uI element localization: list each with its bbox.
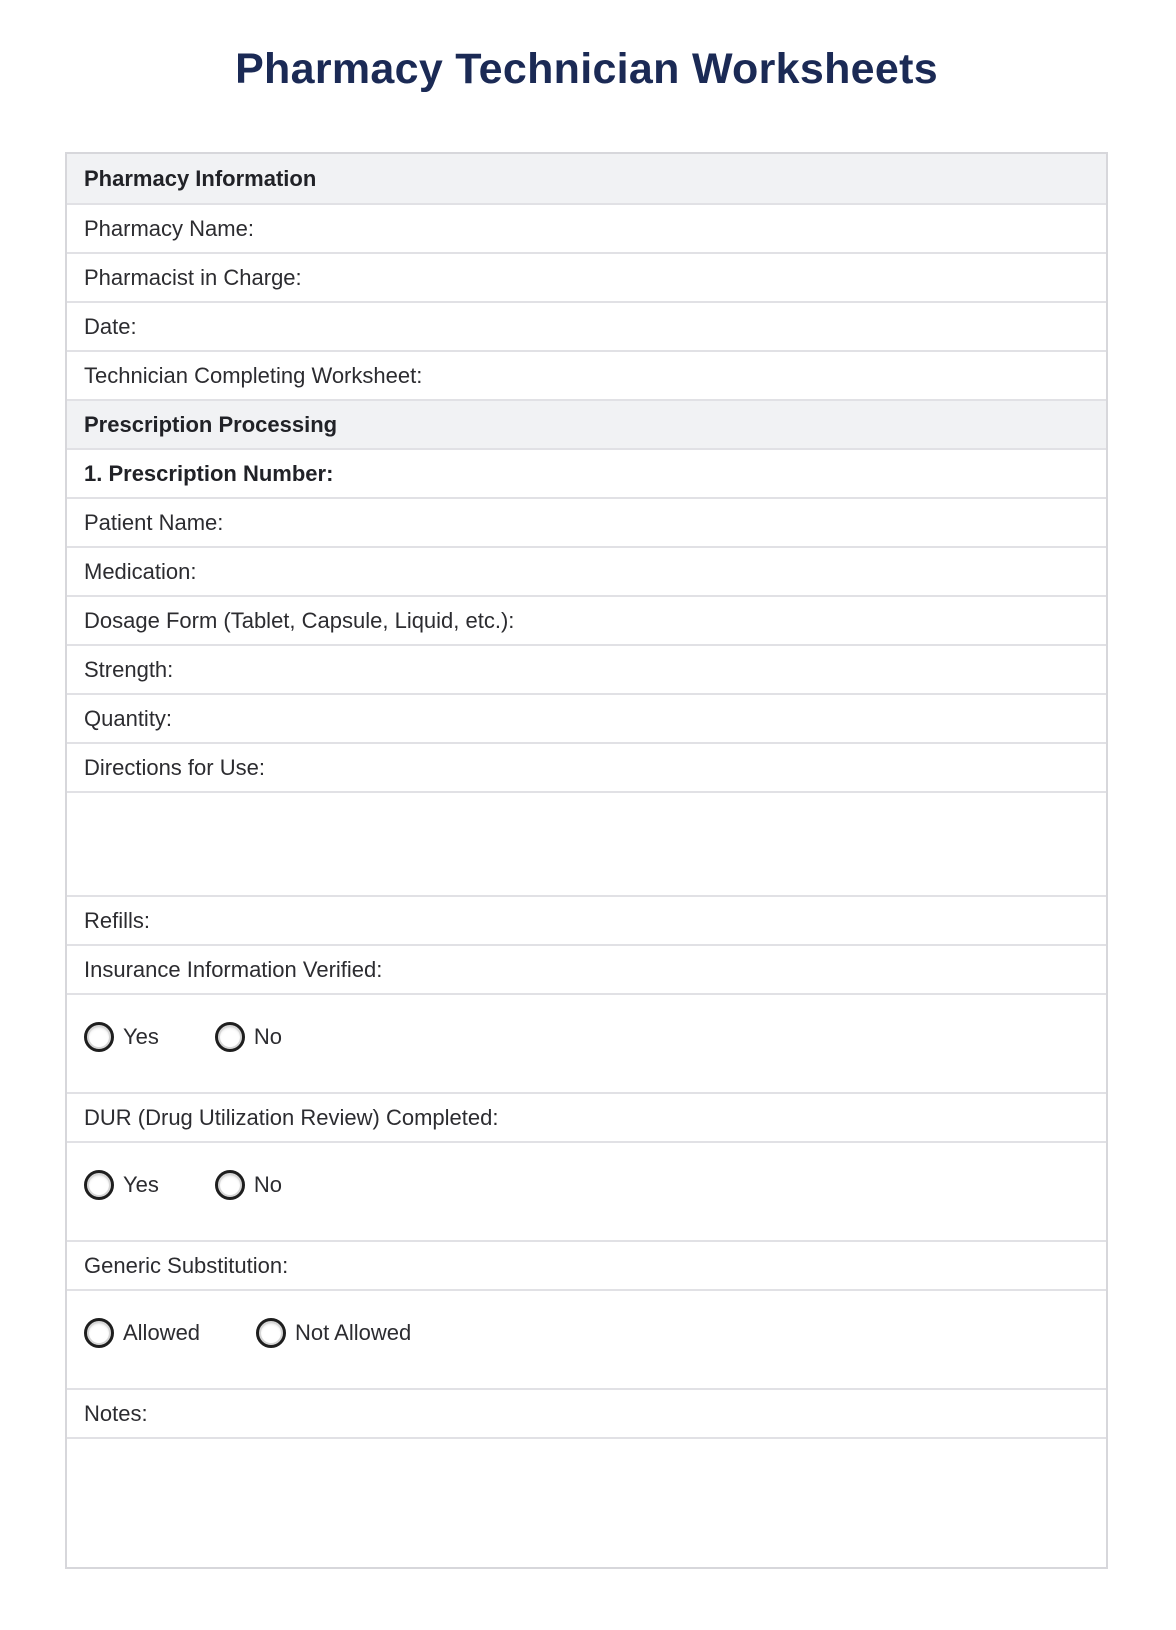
field-row-strength[interactable] xyxy=(67,644,1106,693)
section-header-label: Pharmacy Information xyxy=(84,165,317,191)
field-label: Directions for Use: xyxy=(84,754,265,780)
field-label: Generic Substitution: xyxy=(84,1252,289,1278)
field-label: Date: xyxy=(84,313,137,339)
radio-button-icon-yes[interactable] xyxy=(84,1170,114,1200)
field-row-directions-for-use[interactable] xyxy=(67,742,1106,791)
field-label: Insurance Information Verified: xyxy=(84,956,383,982)
radio-group-row-insurance-information-verified xyxy=(67,993,1106,1092)
field-row-insurance-information-verified[interactable] xyxy=(67,944,1106,993)
field-label: DUR (Drug Utilization Review) Completed: xyxy=(84,1104,499,1130)
field-row-quantity[interactable] xyxy=(67,693,1106,742)
field-label: Dosage Form (Tablet, Capsule, Liquid, etc.): xyxy=(84,607,515,633)
field-label: 1. Prescription Number: xyxy=(84,460,334,486)
worksheet-table xyxy=(65,152,1108,1569)
radio-option-label[interactable]: No xyxy=(253,1172,283,1198)
field-label: Quantity: xyxy=(84,705,173,731)
field-row-medication[interactable] xyxy=(67,546,1106,595)
field-label: Notes: xyxy=(84,1400,148,1426)
radio-option-no[interactable] xyxy=(215,1170,282,1200)
field-row-pharmacist-in-charge[interactable] xyxy=(67,252,1106,301)
section-header-row-prescription-processing xyxy=(67,399,1106,448)
radio-option-label[interactable]: Yes xyxy=(123,1172,159,1198)
field-row-dosage-form-tablet-capsule-liquid-etc[interactable] xyxy=(67,595,1106,644)
field-label: Strength: xyxy=(84,656,174,682)
radio-group-row-dur-completed xyxy=(67,1141,1106,1240)
radio-group-row-generic-substitution xyxy=(67,1289,1106,1388)
radio-option-label[interactable]: Yes xyxy=(123,1024,159,1050)
notes-writing-space[interactable] xyxy=(67,1437,1106,1567)
radio-option-allowed[interactable] xyxy=(84,1318,200,1348)
field-row-technician-completing-worksheet[interactable] xyxy=(67,350,1106,399)
section-header-label: Prescription Processing xyxy=(84,411,338,437)
field-label: Medication: xyxy=(84,558,197,584)
radio-option-not-allowed[interactable] xyxy=(256,1318,411,1348)
radio-button-icon-yes[interactable] xyxy=(84,1022,114,1052)
field-label: Pharmacist in Charge: xyxy=(84,264,302,290)
page-title: Pharmacy Technician Worksheets xyxy=(235,45,938,93)
radio-option-label[interactable]: Allowed xyxy=(123,1320,201,1346)
field-label: Technician Completing Worksheet: xyxy=(84,362,423,388)
field-row-notes[interactable] xyxy=(67,1388,1106,1437)
field-row-date[interactable] xyxy=(67,301,1106,350)
radio-button-icon-not-allowed[interactable] xyxy=(256,1318,286,1348)
field-row-refills[interactable] xyxy=(67,895,1106,944)
field-row-patient-name[interactable] xyxy=(67,497,1106,546)
field-label: Pharmacy Name: xyxy=(84,215,254,241)
radio-option-yes[interactable] xyxy=(84,1022,159,1052)
radio-option-no[interactable] xyxy=(215,1022,282,1052)
field-label: Patient Name: xyxy=(84,509,224,535)
directions-writing-space[interactable] xyxy=(67,791,1106,895)
field-row-dur-drug-utilization-review-completed[interactable] xyxy=(67,1092,1106,1141)
radio-option-label[interactable]: No xyxy=(253,1024,283,1050)
radio-button-icon-allowed[interactable] xyxy=(84,1318,114,1348)
radio-option-label[interactable]: Not Allowed xyxy=(295,1320,412,1346)
field-row-1-prescription-number[interactable] xyxy=(67,448,1106,497)
field-row-generic-substitution[interactable] xyxy=(67,1240,1106,1289)
field-row-pharmacy-name[interactable] xyxy=(67,203,1106,252)
radio-button-icon-no[interactable] xyxy=(215,1022,245,1052)
field-label: Refills: xyxy=(84,907,151,933)
radio-button-icon-no[interactable] xyxy=(215,1170,245,1200)
radio-option-yes[interactable] xyxy=(84,1170,159,1200)
section-header-row-pharmacy-information xyxy=(67,154,1106,203)
